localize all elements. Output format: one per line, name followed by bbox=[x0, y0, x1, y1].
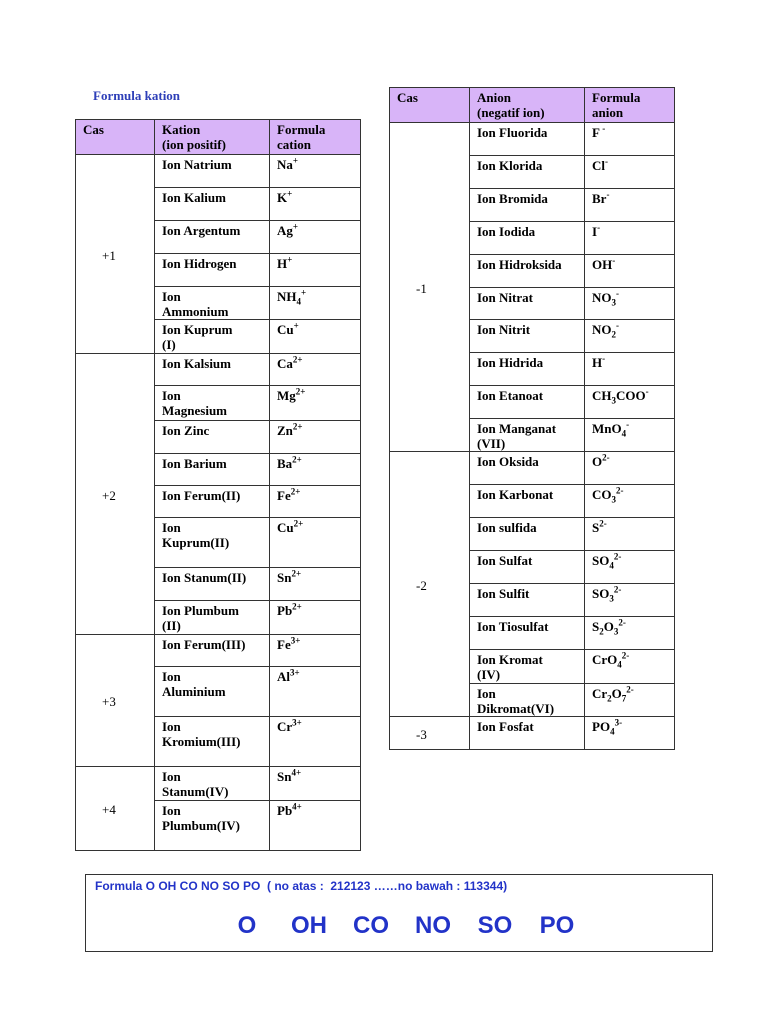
ion-name-cell: Ion Barium bbox=[155, 454, 270, 486]
formula-charge: 2+ bbox=[295, 386, 306, 397]
formula-sub2: 7 bbox=[621, 693, 627, 704]
table-row bbox=[76, 155, 361, 188]
formula-charge: + bbox=[287, 254, 293, 265]
formula-charge: + bbox=[292, 155, 299, 166]
formula-base: NO bbox=[592, 290, 612, 305]
anion-table bbox=[389, 87, 675, 750]
formula-base: Cu bbox=[277, 520, 294, 535]
formula-base: CO bbox=[592, 487, 612, 502]
formula-charge: 2+ bbox=[290, 486, 301, 497]
cation-table bbox=[75, 119, 361, 851]
formula-charge: - bbox=[597, 222, 601, 233]
cas-cell: +1 bbox=[76, 155, 155, 354]
ion-formula-cell bbox=[270, 421, 361, 454]
ion-name-cell: Ion Kromium(III) bbox=[155, 717, 270, 767]
formula-charge: 2+ bbox=[293, 518, 304, 529]
formula-base: Cr bbox=[277, 719, 293, 734]
formula-base: Cl bbox=[592, 158, 605, 173]
formula-charge: - bbox=[612, 255, 616, 266]
ion-name-cell: Ion Sulfat bbox=[470, 551, 585, 584]
formula-charge: 2- bbox=[626, 684, 634, 695]
ion-name-cell: Ion Manganat (VII) bbox=[470, 419, 585, 452]
ion-name-cell: Ion Ammonium bbox=[155, 287, 270, 320]
formula-charge: + bbox=[292, 221, 299, 232]
formula-base: Ca bbox=[277, 356, 293, 371]
header-anion: Anion (negatif ion) bbox=[470, 88, 585, 123]
formula-sub: 4 bbox=[296, 296, 301, 307]
formula-base: MnO bbox=[592, 421, 622, 436]
ion-name-cell: Ion Natrium bbox=[155, 155, 270, 188]
ion-formula-cell bbox=[585, 717, 675, 750]
formula-sub2: 3 bbox=[613, 626, 619, 637]
ion-name-cell: Ion sulfida bbox=[470, 518, 585, 551]
cas-cell: -2 bbox=[390, 452, 470, 717]
ion-name-cell: Ion Plumbum(IV) bbox=[155, 801, 270, 851]
cas-cell: -1 bbox=[390, 123, 470, 452]
ion-formula-cell bbox=[270, 667, 361, 717]
ion-name-cell: Ion Kalsium bbox=[155, 354, 270, 386]
ion-formula-cell bbox=[585, 650, 675, 684]
formula-charge: 2- bbox=[599, 518, 607, 529]
ion-formula-cell bbox=[270, 354, 361, 386]
formula-charge: + bbox=[293, 320, 299, 331]
formula-charge: 4+ bbox=[291, 767, 302, 778]
formula-sub: 4 bbox=[609, 560, 614, 571]
formula-base: Zn bbox=[277, 423, 293, 438]
formula-sub: 2 bbox=[607, 693, 612, 704]
ion-name-cell: Ion Kuprum (I) bbox=[155, 320, 270, 354]
ion-formula-cell bbox=[270, 254, 361, 287]
ion-name-cell: Ion Nitrat bbox=[470, 288, 585, 320]
ion-formula-cell bbox=[270, 188, 361, 221]
ion-name-cell: Ion Magnesium bbox=[155, 386, 270, 421]
ion-formula-cell bbox=[270, 320, 361, 354]
mnemonic-item: NO bbox=[415, 912, 451, 939]
formula-charge: 2+ bbox=[291, 568, 302, 579]
formula-base: Al bbox=[277, 669, 290, 684]
ion-formula-cell bbox=[585, 386, 675, 419]
cas-cell: +2 bbox=[76, 354, 155, 635]
ion-formula-cell bbox=[270, 221, 361, 254]
ion-formula-cell bbox=[585, 189, 675, 222]
formula-mnemonic-box bbox=[85, 874, 713, 952]
ion-name-cell: Ion Kuprum(II) bbox=[155, 518, 270, 568]
ion-name-cell: Ion Hidrida bbox=[470, 353, 585, 386]
ion-name-cell: Ion Tiosulfat bbox=[470, 617, 585, 650]
mnemonic-item: PO bbox=[539, 912, 575, 939]
ion-name-cell: Ion Bromida bbox=[470, 189, 585, 222]
formula-charge: 3+ bbox=[290, 667, 300, 678]
header-formula-cation: Formula cation bbox=[270, 120, 361, 155]
table-row bbox=[76, 767, 361, 801]
formula-charge: - bbox=[606, 189, 610, 200]
header-cas: Cas bbox=[390, 88, 470, 123]
ion-formula-cell bbox=[585, 156, 675, 189]
formula-sub: 3 bbox=[611, 297, 616, 308]
ion-name-cell: Ion Aluminium bbox=[155, 667, 270, 717]
formula-sub: 2 bbox=[599, 626, 604, 637]
formula-base: Fe bbox=[277, 488, 291, 503]
ion-formula-cell bbox=[270, 287, 361, 320]
table-row bbox=[390, 123, 675, 156]
formula-sub: 3 bbox=[611, 395, 616, 406]
mnemonic-item: O bbox=[237, 912, 257, 939]
ion-formula-cell bbox=[270, 717, 361, 767]
formula-base: Cr bbox=[592, 686, 608, 701]
formula-charge: 2- bbox=[616, 485, 624, 496]
ion-name-cell: Ion Stanum(II) bbox=[155, 568, 270, 601]
mnemonic-title: Formula O OH CO NO SO PO ( no atas : 212123 ……no bawah : 113344) bbox=[95, 879, 508, 893]
formula-charge: - bbox=[599, 123, 606, 134]
ion-formula-cell bbox=[585, 222, 675, 255]
formula-charge: 2+ bbox=[292, 354, 303, 365]
formula-base: Pb bbox=[277, 803, 293, 818]
ion-name-cell: Ion Argentum bbox=[155, 221, 270, 254]
table-row bbox=[390, 717, 675, 750]
table-row bbox=[390, 452, 675, 485]
header-formula-anion: Formula anion bbox=[585, 88, 675, 123]
formula-sub: 4 bbox=[610, 726, 615, 737]
formula-base: I bbox=[592, 224, 598, 239]
ion-name-cell: Ion Hidrogen bbox=[155, 254, 270, 287]
formula-base: Na bbox=[277, 157, 293, 172]
ion-name-cell: Ion Iodida bbox=[470, 222, 585, 255]
ion-formula-cell bbox=[585, 123, 675, 156]
ion-name-cell: Ion Nitrit bbox=[470, 320, 585, 353]
formula-base: Br bbox=[592, 191, 607, 206]
formula-base: NO bbox=[592, 322, 612, 337]
ion-name-cell: Ion Fluorida bbox=[470, 123, 585, 156]
formula-charge: 2+ bbox=[292, 601, 302, 612]
formula-charge: 3- bbox=[614, 717, 623, 728]
formula-base: Sn bbox=[277, 570, 292, 585]
formula-base: F bbox=[592, 125, 600, 140]
ion-name-cell: Ion Plumbum (II) bbox=[155, 601, 270, 635]
ion-name-cell: Ion Karbonat bbox=[470, 485, 585, 518]
formula-base: O bbox=[592, 454, 603, 469]
ion-name-cell: Ion Ferum(II) bbox=[155, 486, 270, 518]
ion-formula-cell bbox=[585, 353, 675, 386]
ion-formula-cell bbox=[585, 320, 675, 353]
ion-formula-cell bbox=[270, 486, 361, 518]
formula-sub: 2 bbox=[611, 329, 616, 340]
formula-base: S bbox=[592, 520, 600, 535]
ion-name-cell: Ion Etanoat bbox=[470, 386, 585, 419]
formula-charge: 3+ bbox=[290, 635, 301, 646]
ion-name-cell: Ion Ferum(III) bbox=[155, 635, 270, 667]
table-row bbox=[76, 635, 361, 667]
ion-name-cell: Ion Kalium bbox=[155, 188, 270, 221]
formula-base: S bbox=[592, 619, 600, 634]
formula-base: CH bbox=[592, 388, 612, 403]
formula-charge: - bbox=[616, 288, 619, 299]
formula-charge: 2- bbox=[613, 584, 622, 595]
formula-sub: 4 bbox=[617, 659, 622, 670]
ion-name-cell: Ion Hidroksida bbox=[470, 255, 585, 288]
formula-base: SO bbox=[592, 553, 610, 568]
formula-charge: 3+ bbox=[292, 717, 302, 728]
table-row bbox=[76, 354, 361, 386]
formula-charge: 2- bbox=[613, 551, 622, 562]
formula-base: H bbox=[277, 256, 288, 271]
formula-base: H bbox=[592, 355, 603, 370]
formula-charge: - bbox=[602, 353, 606, 364]
ion-formula-cell bbox=[270, 568, 361, 601]
formula-charge: 2+ bbox=[292, 421, 303, 432]
ion-formula-cell bbox=[585, 419, 675, 452]
header-cas: Cas bbox=[76, 120, 155, 155]
ion-name-cell: Ion Zinc bbox=[155, 421, 270, 454]
ion-formula-cell bbox=[585, 288, 675, 320]
formula-sub: 3 bbox=[609, 593, 614, 604]
ion-formula-cell bbox=[270, 518, 361, 568]
ion-formula-cell bbox=[270, 601, 361, 635]
ion-formula-cell bbox=[270, 454, 361, 486]
ion-formula-cell bbox=[585, 617, 675, 650]
header-kation: Kation (ion positif) bbox=[155, 120, 270, 155]
formula-base: Sn bbox=[277, 769, 292, 784]
mnemonic-item: SO bbox=[477, 912, 513, 939]
ion-name-cell: Ion Fosfat bbox=[470, 717, 585, 750]
ion-formula-cell bbox=[270, 386, 361, 421]
ion-name-cell: Ion Klorida bbox=[470, 156, 585, 189]
formula-base: SO bbox=[592, 586, 610, 601]
formula-charge: - bbox=[626, 419, 630, 430]
formula-base: PO bbox=[592, 719, 611, 734]
formula-base: Ag bbox=[277, 223, 293, 238]
formula-charge: 2- bbox=[602, 452, 610, 463]
cas-cell: +3 bbox=[76, 635, 155, 767]
ion-formula-cell bbox=[270, 801, 361, 851]
ion-formula-cell bbox=[585, 255, 675, 288]
formula-charge: 2- bbox=[621, 650, 630, 661]
mnemonic-item: CO bbox=[353, 912, 389, 939]
formula-base: NH bbox=[277, 289, 297, 304]
ion-name-cell: Ion Oksida bbox=[470, 452, 585, 485]
formula-base: K bbox=[277, 190, 288, 205]
formula-charge: - bbox=[616, 320, 619, 331]
formula-sub: 3 bbox=[611, 494, 616, 505]
formula-charge: 2- bbox=[618, 617, 626, 628]
ion-formula-cell bbox=[270, 155, 361, 188]
mnemonic-row bbox=[216, 912, 588, 940]
formula-charge: - bbox=[605, 156, 608, 167]
ion-formula-cell bbox=[270, 767, 361, 801]
formula-charge: 4+ bbox=[292, 801, 302, 812]
cation-caption: Formula kation bbox=[93, 88, 181, 103]
mnemonic-item: OH bbox=[291, 912, 327, 939]
formula-charge: 2+ bbox=[292, 454, 302, 465]
formula-base: Ba bbox=[277, 456, 293, 471]
formula-tail: COO bbox=[616, 388, 646, 403]
ion-name-cell: Ion Kromat (IV) bbox=[470, 650, 585, 684]
ion-formula-cell bbox=[585, 551, 675, 584]
formula-base: Cu bbox=[277, 322, 294, 337]
formula-tail: O bbox=[611, 686, 622, 701]
formula-charge: - bbox=[645, 386, 649, 397]
ion-formula-cell bbox=[585, 584, 675, 617]
formula-base: Pb bbox=[277, 603, 293, 618]
formula-charge: + bbox=[287, 188, 293, 199]
ion-formula-cell bbox=[585, 518, 675, 551]
formula-base: OH bbox=[592, 257, 613, 272]
formula-sub: 4 bbox=[621, 428, 627, 439]
formula-base: Mg bbox=[277, 388, 296, 403]
ion-formula-cell bbox=[585, 485, 675, 518]
ion-formula-cell bbox=[585, 684, 675, 717]
formula-charge: + bbox=[301, 287, 307, 298]
cas-cell: -3 bbox=[390, 717, 470, 750]
formula-base: CrO bbox=[592, 652, 618, 667]
ion-name-cell: Ion Stanum(IV) bbox=[155, 767, 270, 801]
ion-name-cell: Ion Sulfit bbox=[470, 584, 585, 617]
ion-formula-cell bbox=[585, 452, 675, 485]
formula-tail: O bbox=[603, 619, 614, 634]
formula-base: Fe bbox=[277, 637, 291, 652]
cas-cell: +4 bbox=[76, 767, 155, 851]
ion-formula-cell bbox=[270, 635, 361, 667]
ion-name-cell: Ion Dikromat(VI) bbox=[470, 684, 585, 717]
